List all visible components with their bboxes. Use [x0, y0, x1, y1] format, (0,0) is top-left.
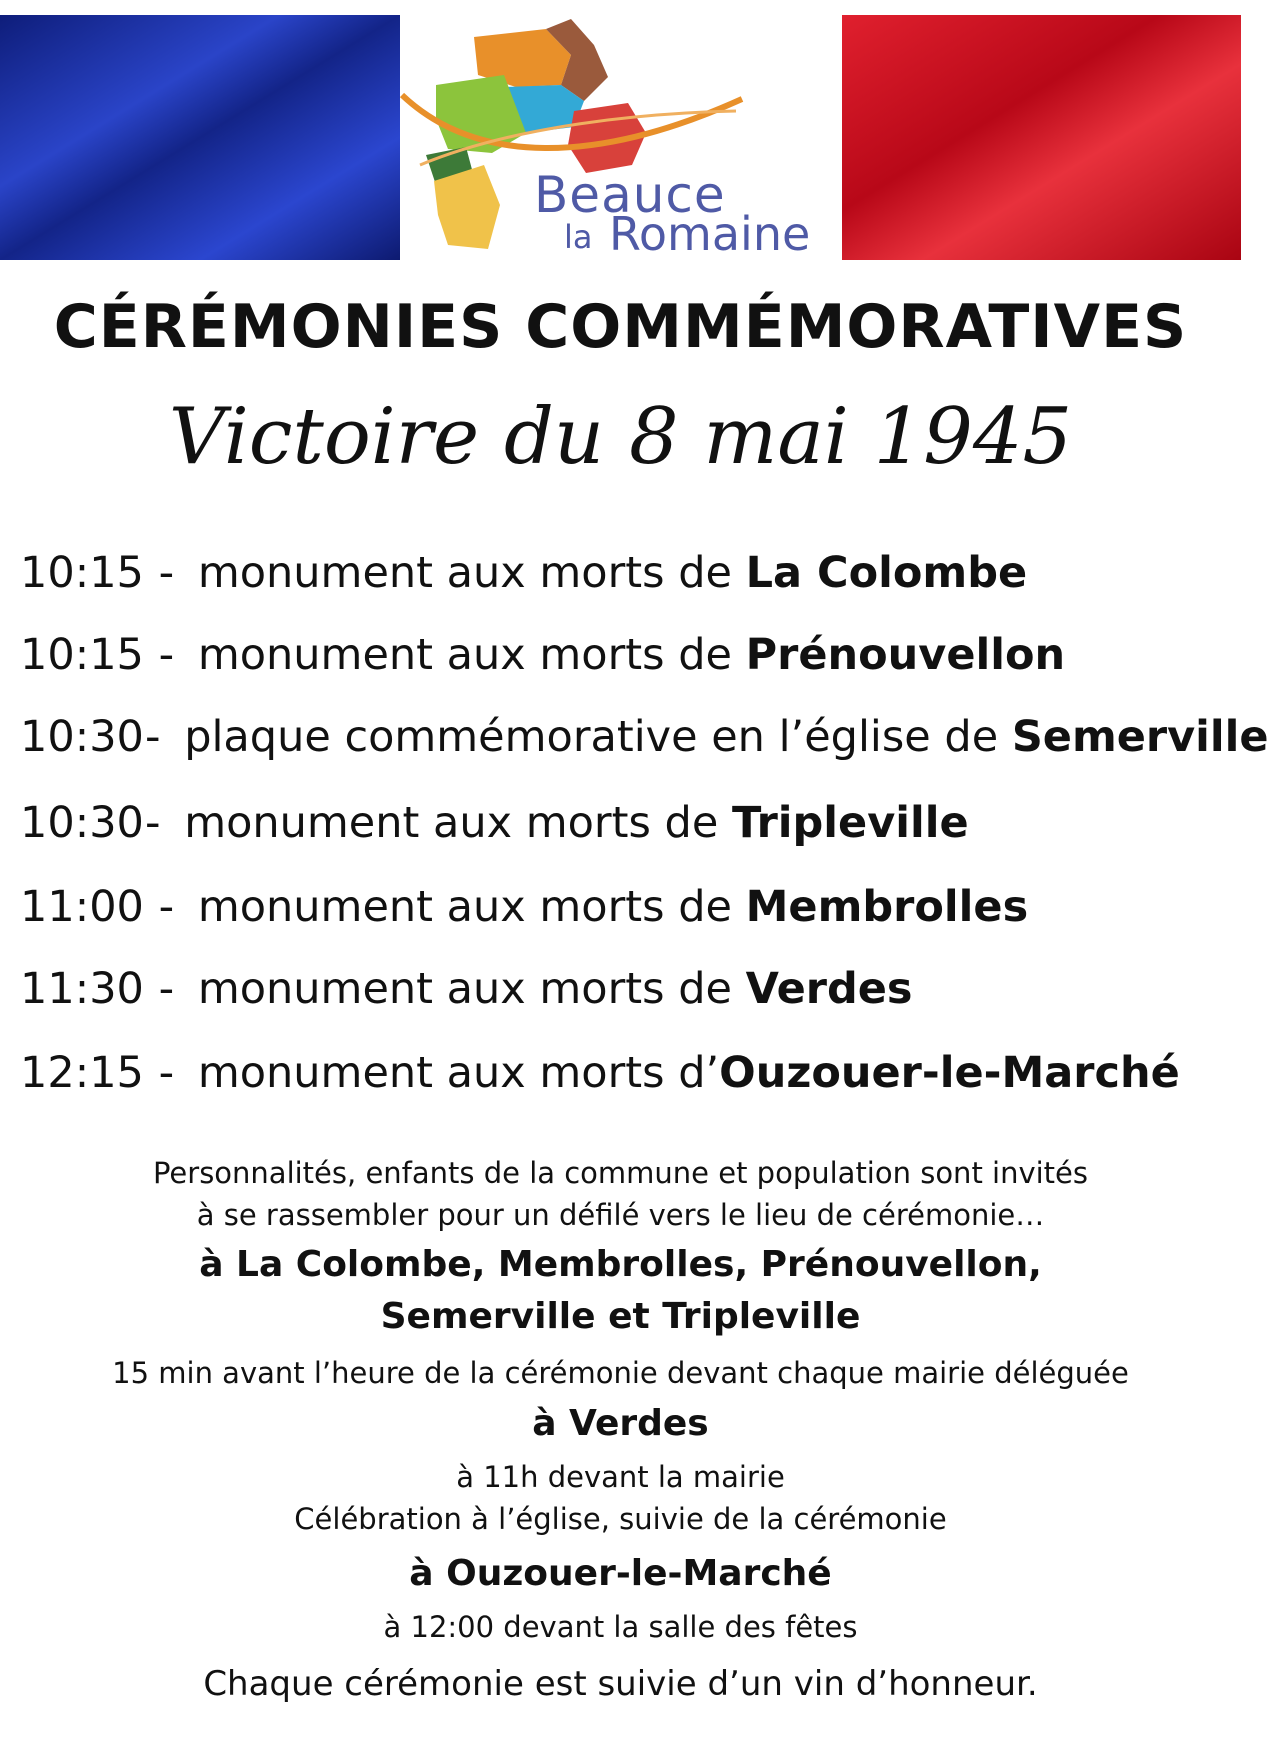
schedule-row: [20, 712, 1269, 772]
closing-note: Chaque cérémonie est suivie d’un vin d’honneur.: [203, 1664, 1038, 1704]
schedule-place: Semerville: [1011, 712, 1269, 762]
schedule-place: Ouzouer-le-Marché: [719, 1048, 1180, 1098]
flag-blue-band: [0, 15, 400, 260]
schedule-place: La Colombe: [745, 548, 1028, 598]
schedule-time: 12:15: [20, 1048, 144, 1098]
schedule-place: Verdes: [745, 964, 913, 1014]
schedule-time: 11:30: [20, 964, 144, 1014]
beauce-la-romaine-logo: [396, 15, 842, 260]
schedule-row: [20, 882, 1028, 942]
schedule-row: [20, 1048, 1180, 1108]
group3-title: à Ouzouer-le-Marché: [409, 1553, 832, 1594]
schedule-separator: -: [145, 882, 188, 932]
page-subtitle: Victoire du 8 mai 1945: [168, 392, 1073, 482]
logo-text-romaine: Romaine: [609, 207, 811, 261]
group1-title-line-2: Semerville et Tripleville: [380, 1296, 861, 1337]
page-title: CÉRÉMONIES COMMÉMORATIVES: [53, 292, 1188, 362]
schedule-text: monument aux morts de: [184, 798, 719, 848]
schedule-row: [20, 548, 1027, 608]
schedule-text: monument aux morts de: [197, 630, 732, 680]
flag-red-band: [842, 15, 1241, 260]
schedule-separator: -: [145, 798, 175, 848]
schedule-text: plaque commémorative en l’église de: [184, 712, 999, 762]
schedule-time: 10:15: [20, 630, 144, 680]
schedule-separator: -: [145, 712, 175, 762]
schedule-row: [20, 630, 1065, 690]
group1-detail: 15 min avant l’heure de la cérémonie devant chaque mairie déléguée: [112, 1356, 1129, 1390]
schedule-time: 10:30: [20, 798, 144, 848]
schedule-text: monument aux morts de: [197, 964, 732, 1014]
schedule-text: monument aux morts de: [197, 548, 732, 598]
logo-text-la: la: [564, 218, 593, 256]
schedule-text: monument aux morts d’: [197, 1048, 720, 1098]
schedule-row: [20, 964, 912, 1024]
schedule-text: monument aux morts de: [197, 882, 732, 932]
schedule-separator: -: [145, 1048, 188, 1098]
schedule-separator: -: [145, 964, 188, 1014]
group3-detail: à 12:00 devant la salle des fêtes: [383, 1610, 858, 1644]
group2-title: à Verdes: [532, 1403, 709, 1444]
invitation-line-1: Personnalités, enfants de la commune et population sont invités: [152, 1156, 1089, 1190]
schedule-separator: -: [145, 548, 188, 598]
logo-text-beauce: Beauce: [534, 166, 726, 224]
invitation-line-2: à se rassembler pour un défilé vers le lieu de cérémonie…: [196, 1198, 1045, 1232]
schedule-separator: -: [145, 630, 188, 680]
group1-title-line-1: à La Colombe, Membrolles, Prénouvellon,: [199, 1244, 1042, 1285]
group2-detail-1: à 11h devant la mairie: [456, 1460, 785, 1494]
group2-detail-2: Célébration à l’église, suivie de la cérémonie: [294, 1502, 947, 1536]
schedule-place: Membrolles: [745, 882, 1029, 932]
schedule-row: [20, 798, 969, 858]
schedule-place: Prénouvellon: [745, 630, 1066, 680]
schedule-time: 10:30: [20, 712, 144, 762]
schedule-place: Tripleville: [731, 798, 969, 848]
schedule-time: 11:00: [20, 882, 144, 932]
schedule-time: 10:15: [20, 548, 144, 598]
